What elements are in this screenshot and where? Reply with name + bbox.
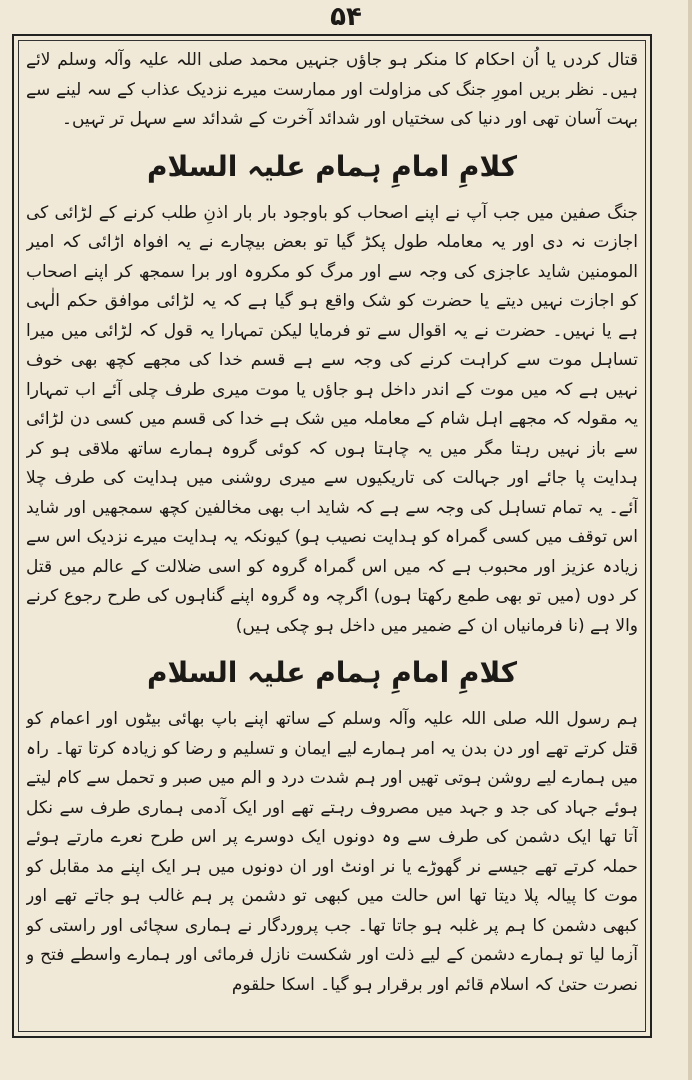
page-content <box>26 46 638 1022</box>
section-heading-1: کلامِ امامِ ہمام علیہ السلام <box>146 149 517 183</box>
section-heading-2: کلامِ امامِ ہمام علیہ السلام <box>146 656 517 689</box>
paragraph-siffin: جنگ صفین میں جب آپ نے اپنے اصحاب کو باوجود بار بار اذنِ طلب کرنے کے لڑائی کی اجازت نہ دی اور یہ معاملہ طول پکڑ گیا تو بعض بیچارے نے یہ افواہ اڑائی کہ امیر المومنین شاید عاجزی کی وجہ سے اور مرگ کو مکروہ اور برا سمجھ کر اپنے اصحاب کو اجازت نہیں دیتے یا حضرت کو شک واقع ہو گیا ہے کہ یہ لڑائی موافق حکم الٰہی ہے یا نہیں۔ حضرت نے یہ اقوال سے تو فرمایا لیکن تمہارا یہ قول کہ لڑائی میں میرا تساہل موت سے کراہت کرنے کی وجہ سے ہے قسم خدا کی مجھے کچھ بھی خوف نہیں ہے کہ میں موت کے اندر داخل ہو جاؤں یا موت میری طرف چلی آئے اب تمہارا یہ مقولہ کہ مجھے اہل شام کے معاملہ میں شک ہے خدا کی قسم میں کسی دن لڑائی سے باز نہیں رہتا مگر میں یہ چاہتا ہوں کہ کوئی گروہ ہمارے ساتھ ملاقی ہو کر ہدایت پا جائے اور جہالت کی تاریکیوں سے میری روشنی میں ہدایت کی طرف چلا آئے۔ یہ تمام تساہل کی وجہ سے ہے کہ شاید اب بھی مخالفین کچھ سمجھیں اور شاید اس توقف میں کسی گمراہ کو ہدایت نصیب ہو) کیونکہ یہ ہدایت میرے نزدیک اس سے زیادہ عزیز اور محبوب ہے کہ میں اس گمراہ گروہ کو اسی ضلالت کے عالم میں قتل کر دوں (میں تو بھی طمع رکھتا ہوں) اگرچہ وہ گروہ اپنے گناہوں کی طرح رجوع کرنے والا ہے (نا فرمانیاں ان کے ضمیر میں داخل ہو چکی ہیں) <box>26 202 638 636</box>
page-edge <box>688 0 692 1080</box>
paragraph-prophet-era: ہم رسول اللہ صلی اللہ علیہ وآلہ وسلم کے ساتھ اپنے باپ بھائی بیٹوں اور اعمام کو قتل کرتے تھے اور دن بدن یہ امر ہمارے لیے ایمان و تسلیم و رضا کو زیادہ کرتا تھا۔ راہ میں ہمارے لیے روشن ہوتی تھیں اور ہم شدت درد و الم میں صبر و تحمل سے کام لیتے ہوئے جہاد کی جد و جہد میں مصروف رہتے تھے اور ایک آدمی ہماری طرف سے نکل آتا تھا ایک دشمن کی طرف سے وہ دونوں ایک دوسرے پر اس طرح نعرے مارتے ہوئے حملہ کرتے تھے جیسے نر گھوڑے یا نر اونٹ اور ان دونوں میں ہر ایک اپنے مد مقابل کو موت کا پیالہ پلا دیتا تھا اس حالت میں کبھی تو دشمن پر ہم غالب ہو جاتے تھے اور کبھی دشمن کا ہم پر غلبہ ہو جاتا تھا۔ جب پروردگار نے ہماری سچائی اور راستی کو آزما لیا تو ہمارے دشمن کے لیے ذلت اور شکست نازل فرمائی اور ہمارے واسطے فتح و نصرت حتیٰ کہ اسلام قائم اور برقرار ہو گیا۔ اسکا حلقوم <box>26 709 638 995</box>
page-number: ۵۴ <box>330 2 362 32</box>
paragraph-intro: قتال کردں یا اُن احکام کا منکر ہو جاؤں جنہیں محمد صلی اللہ علیہ وآلہ وسلم لائے ہیں۔ نظر بریں امورِ جنگ کی مزاولت اور ممارست میرے نزدیک عذاب کے سہ لینے سے بہت آسان تھی اور دنیا کی سختیاں اور شدائد آخرت کے شدائد سے سہل تر تہیں۔ <box>26 50 638 129</box>
